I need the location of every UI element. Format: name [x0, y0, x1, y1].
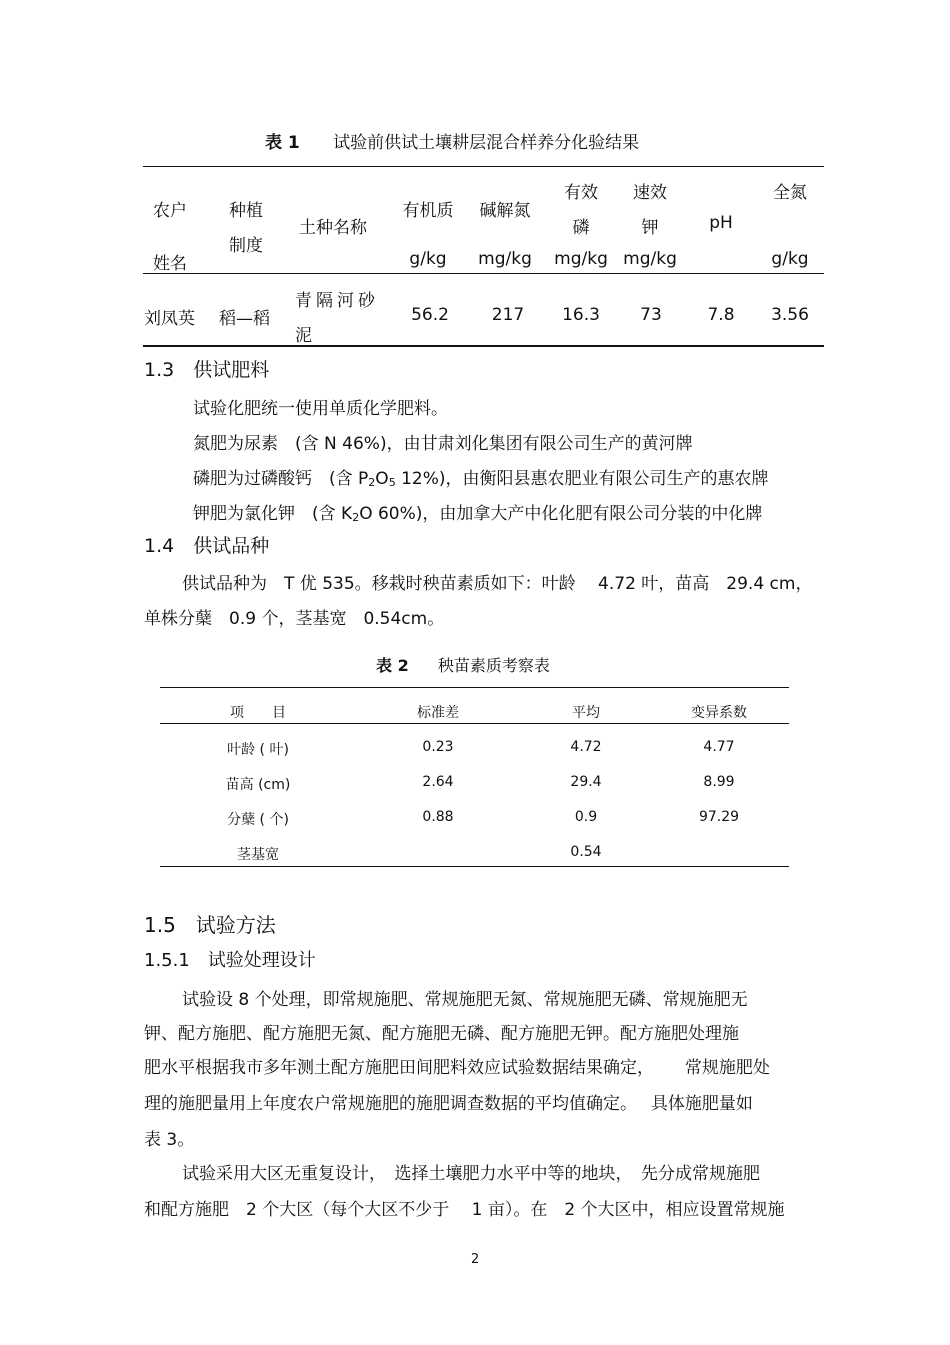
t1-cell-organic: 56.2: [411, 305, 449, 325]
t2-row3-mean: 0.9: [574, 809, 598, 825]
t1-header-system-1: 种植: [229, 201, 263, 221]
t2-header-cv: 变异系数: [691, 705, 747, 721]
table1-top-rule: [143, 166, 824, 167]
section-1-5-line-5: 表 3。: [144, 1130, 195, 1150]
section-1-4-heading: 1.4 供试品种: [144, 535, 270, 557]
t1-header-total-n-1: 全氮: [773, 183, 807, 203]
section-1-5-line-4: 理的施肥量用上年度农户常规施肥的施肥调查数据的平均值确定。 具体施肥量如: [144, 1094, 753, 1114]
t1-header-ph: pH: [709, 213, 733, 233]
p4-pre: 钾肥为氯化钾 (含 K: [193, 504, 353, 524]
p3-post: 12%)，由衡阳县惠农肥业有限公司生产的惠农牌: [395, 469, 769, 489]
section-1-5-line-6: 试验采用大区无重复设计， 选择土壤肥力水平中等的地块， 先分成常规施肥: [182, 1164, 760, 1184]
p4-sub: 2: [352, 511, 360, 524]
t2-row1-std: 0.23: [422, 739, 454, 755]
table1-caption-label: 表 1: [265, 133, 300, 153]
table2-caption-title: 秧苗素质考察表: [437, 656, 550, 675]
p4-post: O 60%)，由加拿大产中化化肥有限公司分装的中化牌: [359, 504, 763, 524]
section-1-5-heading: 1.5 试验方法: [144, 913, 276, 937]
t1-header-farmer-2: 姓名: [153, 254, 187, 274]
t1-header-alkaline-n-2: mg/kg: [478, 249, 532, 269]
t2-row1-cv: 4.77: [703, 739, 735, 755]
t2-header-mean: 平均: [572, 705, 600, 721]
t1-header-organic-1: 有机质: [402, 201, 454, 221]
t2-row4-mean: 0.54: [570, 844, 602, 860]
page-number: 2: [471, 1252, 480, 1267]
t1-header-organic-2: g/kg: [409, 249, 447, 269]
table1-caption: [265, 128, 639, 153]
t2-row2-item: 苗高 (cm): [225, 777, 291, 793]
t2-row2-mean: 29.4: [570, 774, 602, 790]
t1-header-farmer-1: 农户: [153, 201, 187, 221]
p3-pre: 磷肥为过磷酸钙 (含 P: [193, 469, 369, 489]
table2-bottom-rule: [160, 866, 789, 867]
table2-caption-label: 表 2: [376, 656, 409, 675]
table1-bottom-rule: [143, 345, 824, 347]
t2-header-std: 标准差: [417, 705, 459, 721]
section-1-3-para-3: [193, 464, 769, 489]
t1-header-soil: 土种名称: [299, 218, 367, 238]
section-1-3-para-2: 氮肥为尿素 (含 N 46%)，由甘肃刘化集团有限公司生产的黄河牌: [193, 434, 693, 454]
t2-header-item: 项 目: [230, 705, 286, 721]
section-1-5-line-3: 肥水平根据我市多年测土配方施肥田间肥料效应试验数据结果确定， 常规施肥处: [144, 1058, 770, 1078]
p3-sub1: 2: [368, 476, 376, 489]
section-1-3-para-4: [193, 499, 762, 524]
t1-header-available-k-1: 速效: [633, 183, 667, 203]
t1-header-alkaline-n-1: 碱解氮: [479, 201, 531, 221]
t1-cell-soil-1: 青隔河砂: [295, 291, 379, 311]
section-1-4-line-2: 单株分蘖 0.9 个，茎基宽 0.54cm。: [144, 609, 445, 629]
t1-header-available-p-3: mg/kg: [554, 249, 608, 269]
t1-cell-ph: 7.8: [707, 305, 735, 325]
section-1-3-heading: 1.3 供试肥料: [144, 359, 270, 381]
t1-cell-available-p: 16.3: [562, 305, 600, 325]
section-1-3-para-1: 试验化肥统一使用单质化学肥料。: [193, 399, 448, 419]
table1-header-rule: [143, 273, 824, 274]
t1-header-available-k-3: mg/kg: [623, 249, 677, 269]
section-1-5-line-7: 和配方施肥 2 个大区（每个大区不少于 1 亩）。在 2 个大区中，相应设置常规施: [144, 1200, 785, 1220]
t1-header-system-2: 制度: [229, 236, 263, 256]
t1-cell-total-n: 3.56: [771, 305, 809, 325]
t2-row1-mean: 4.72: [570, 739, 602, 755]
t1-header-total-n-2: g/kg: [771, 249, 809, 269]
t1-cell-system: 稻—稻: [219, 309, 270, 329]
t1-header-available-p-1: 有效: [564, 183, 598, 203]
t1-cell-farmer: 刘凤英: [144, 309, 195, 329]
section-1-5-line-1: 试验设 8 个处理，即常规施肥、常规施肥无氮、常规施肥无磷、常规施肥无: [182, 990, 748, 1010]
t1-cell-soil-2: 泥: [295, 326, 312, 346]
t2-row1-item: 叶龄 ( 叶): [227, 742, 289, 758]
t2-row4-item: 茎基宽: [237, 847, 279, 863]
section-1-5-line-2: 钾、配方施肥、配方施肥无氮、配方施肥无磷、配方施肥无钾。配方施肥处理施: [144, 1024, 739, 1044]
t2-row2-cv: 8.99: [703, 774, 735, 790]
t1-header-available-p-2: 磷: [572, 218, 590, 238]
t2-row3-item: 分蘖 ( 个): [227, 812, 289, 828]
t2-row2-std: 2.64: [422, 774, 454, 790]
t1-cell-available-k: 73: [640, 305, 662, 325]
p3-mid: O: [375, 469, 389, 489]
table1-caption-title: 试验前供试土壤耕层混合样养分化验结果: [333, 133, 640, 153]
t1-header-available-k-2: 钾: [641, 218, 659, 238]
t2-row3-cv: 97.29: [698, 809, 740, 825]
section-1-4-line-1: 供试品种为 T 优 535。移栽时秧苗素质如下：叶龄 4.72 叶，苗高 29.4 cm，: [182, 574, 813, 594]
section-1-5-1-heading: 1.5.1 试验处理设计: [144, 950, 316, 971]
table2-top-rule: [160, 687, 789, 688]
table2-caption: [376, 653, 550, 676]
table2-header-rule: [160, 723, 789, 724]
t1-cell-alkaline-n: 217: [491, 305, 525, 325]
t2-row3-std: 0.88: [422, 809, 454, 825]
p3-sub2: 5: [388, 476, 396, 489]
